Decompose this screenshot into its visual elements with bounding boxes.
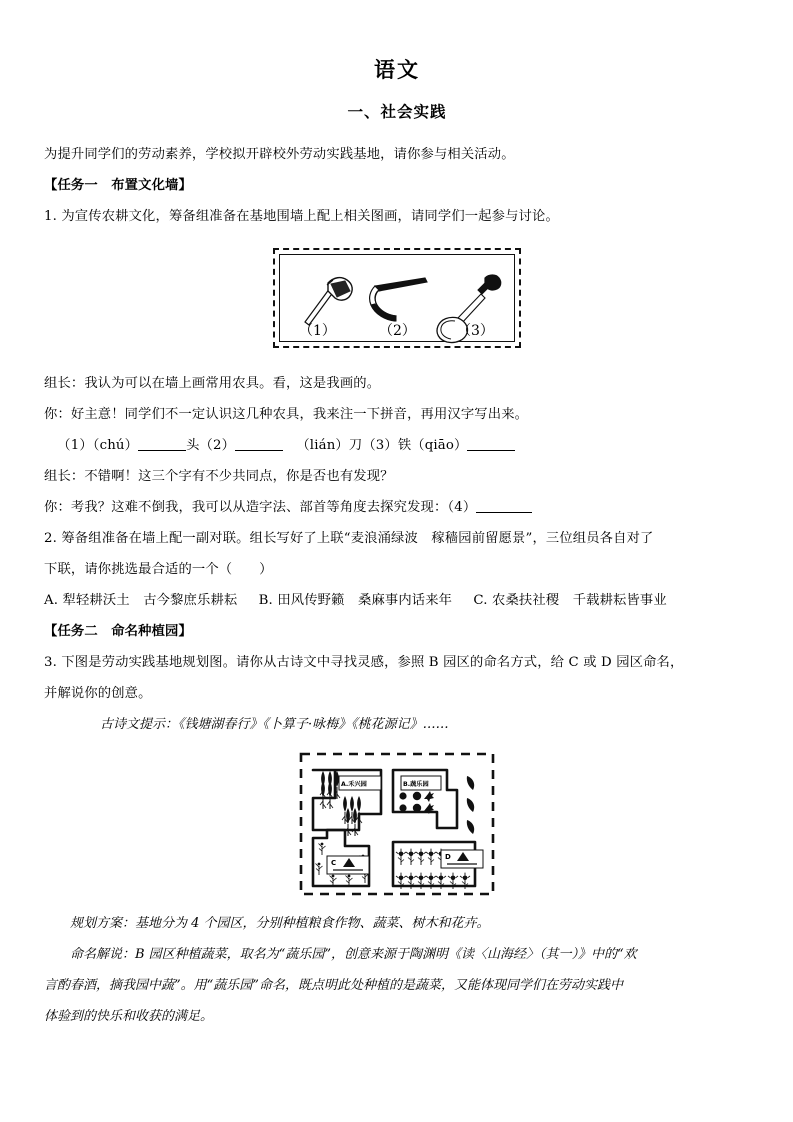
question-3-prompt-line-2: 并解说你的创意。 <box>44 685 152 701</box>
question-1-prompt: 1. 为宣传农耕文化，筹备组准备在基地围墙上配上相关图画，请同学们一起参与讨论。 <box>44 208 559 224</box>
option-b-text: 田风传野籁 桑麻事内话来年 <box>277 592 453 608</box>
option-b-key: B. <box>258 592 273 608</box>
plan-description: 规划方案：基地分为 4 个园区，分别种植粮食作物、蔬菜、树木和花卉。 <box>70 915 490 931</box>
dialogue-line-1: 组长：我认为可以在墙上画常用农具。看，这是我画的。 <box>44 375 381 391</box>
pinyin-blank-2[interactable] <box>235 450 283 451</box>
tool-caption-2: （2） <box>379 322 416 339</box>
pinyin-1-sound: （chú） <box>92 437 139 453</box>
option-c-key: C. <box>473 592 488 608</box>
dialogue-line-2: 你：好主意！同学们不一定认识这几种农具，我来注一下拼音，再用汉字写出来。 <box>44 406 529 422</box>
axe-icon <box>305 278 352 325</box>
page-content <box>44 0 750 1032</box>
tool-caption-3: （3） <box>457 322 494 339</box>
option-c[interactable] <box>473 593 666 608</box>
garden-plan-figure <box>297 750 497 898</box>
zone-d-label: D <box>445 852 451 861</box>
zone-c-label: C <box>331 858 337 867</box>
pinyin-1-num: （1） <box>57 437 93 453</box>
naming-explanation-line-1: 命名解说：B 园区种植蔬菜，取名为“蔬乐园”，创意来源于陶渊明《读〈山海经〉（其一）》中的“欢 <box>70 946 637 962</box>
pinyin-1-tail: 头 <box>186 437 200 453</box>
intro-paragraph: 为提升同学们的劳动素养，学校拟开辟校外劳动实践基地，请你参与相关活动。 <box>44 146 515 162</box>
question-4-num: （4） <box>447 499 477 515</box>
farm-tools-figure-wrapper <box>44 248 750 348</box>
naming-explanation-line-2: 言酌春酒，摘我园中蔬”。用“蔬乐园”命名，既点明此处种植的是蔬菜，又能体现同学们在劳动实践中 <box>44 977 623 993</box>
poetry-hint-line: 古诗文提示：《钱塘湖春行》《卜算子·咏梅》《桃花源记》…… <box>100 716 449 732</box>
option-a-key: A. <box>44 592 59 608</box>
page-title: 语文 <box>374 57 420 82</box>
pinyin-2-sound: （lián） <box>296 437 349 453</box>
task-one-heading: 【任务一 布置文化墙】 <box>44 177 192 193</box>
question-4-blank[interactable] <box>476 512 532 513</box>
question-2-prompt-line-1: 2. 筹备组准备在墙上配一副对联。组长写好了上联“麦浪涌绿波 稼穑园前留愿景”，三位组员各自对了 <box>44 530 654 546</box>
zone-a-label: A.禾兴园 <box>341 780 367 788</box>
hoe-icon <box>370 278 427 321</box>
tool-caption-1: （1） <box>299 322 336 339</box>
pinyin-3-sound: （qiāo） <box>411 437 468 453</box>
garden-plan-drawing <box>297 750 497 898</box>
question-4-line <box>44 492 750 523</box>
pinyin-2-tail: 刀 <box>348 437 363 453</box>
pinyin-3-head: 铁 <box>397 437 412 453</box>
question-2-options <box>44 585 750 616</box>
right-edge-leaves <box>467 776 474 834</box>
task-two-heading: 【任务二 命名种植园】 <box>44 623 192 639</box>
zone-b-vegetables <box>399 791 434 814</box>
option-a[interactable] <box>44 593 237 608</box>
pinyin-blank-3[interactable] <box>467 450 515 451</box>
farm-tools-figure <box>273 248 521 348</box>
question-4-prefix: 你：考我？这难不倒我，我可以从造字法、部首等角度去探究发现： <box>44 499 448 515</box>
dialogue-line-3: 组长：不错啊！这三个字有不少共同点，你是否也有发现？ <box>44 468 394 484</box>
section-title: 一、社会实践 <box>347 102 447 122</box>
pinyin-blank-1[interactable] <box>138 450 186 451</box>
pinyin-2-num: （2） <box>199 437 236 453</box>
naming-explanation-line-3: 体验到的快乐和收获的满足。 <box>44 1008 214 1024</box>
question-2-prompt-line-2: 下联，请你挑选最合适的一个（ ） <box>44 561 273 577</box>
option-c-text: 农桑扶社稷 千载耕耘皆事业 <box>492 592 667 608</box>
pinyin-answer-line <box>44 430 750 461</box>
pinyin-3-num: （3） <box>362 437 398 453</box>
option-a-text: 犁轻耕沃土 古今黎庶乐耕耘 <box>62 592 238 608</box>
question-3-prompt-line-1: 3. 下图是劳动实践基地规划图。请你从古诗文中寻找灵感，参照 B 园区的命名方式，给 C 或 D 园区命名， <box>44 654 684 670</box>
option-b[interactable] <box>259 593 453 608</box>
garden-plan-figure-wrapper <box>44 750 750 898</box>
zone-b-label: B.蔬乐园 <box>403 780 429 788</box>
